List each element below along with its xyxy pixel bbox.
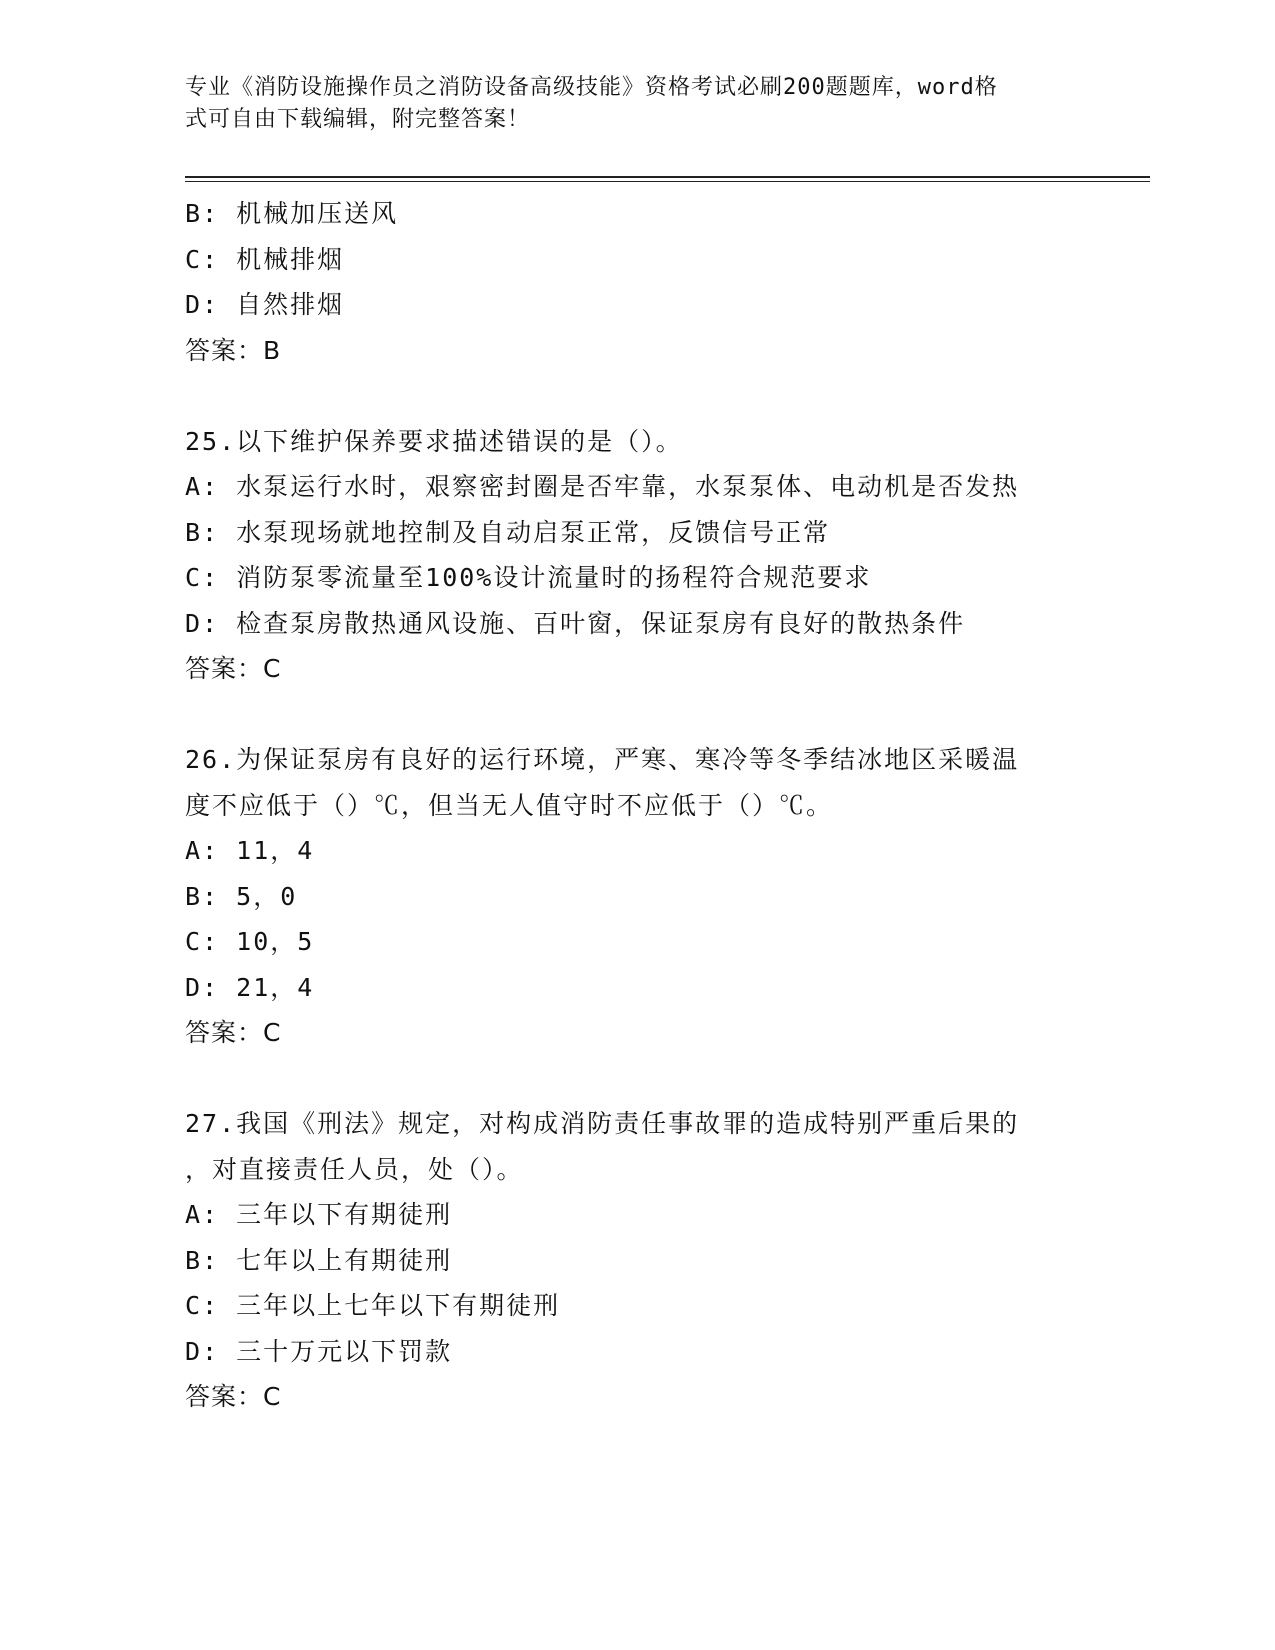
question-list	[185, 191, 1085, 1420]
question-27	[185, 1101, 1085, 1420]
option-b: B: 水泵现场就地控制及自动启泵正常，反馈信号正常	[185, 517, 831, 547]
option-c: C: 消防泵零流量至100%设计流量时的扬程符合规范要求	[185, 563, 872, 592]
option-c: C: 三年以上七年以下有期徒刑	[185, 1291, 561, 1320]
spacer	[185, 692, 1085, 738]
header-divider	[185, 176, 1150, 178]
question-24-continued	[185, 191, 1085, 373]
answer: 答案：B	[185, 335, 282, 365]
option-d: D: 自然排烟	[185, 290, 345, 319]
option-d: D: 三十万元以下罚款	[185, 1336, 453, 1366]
answer: 答案：C	[185, 1018, 282, 1047]
option-b: B: 机械加压送风	[185, 199, 399, 228]
option-b: B: 5，0	[185, 881, 298, 911]
header-divider-thin	[185, 181, 1150, 182]
question-stem: 度不应低于（）℃，但当无人值守时不应低于（）℃。	[185, 790, 834, 820]
page-header	[185, 72, 1065, 136]
question-26	[185, 737, 1085, 1056]
spacer	[185, 1056, 1085, 1102]
option-a: A: 三年以下有期徒刑	[185, 1200, 453, 1229]
question-25	[185, 419, 1085, 692]
option-b: B: 七年以上有期徒刑	[185, 1245, 453, 1275]
option-d: D: 21，4	[185, 972, 315, 1002]
spacer	[185, 373, 1085, 419]
header-line: 专业《消防设施操作员之消防设备高级技能》资格考试必刷200题题库，word格	[185, 75, 998, 100]
question-stem: ，对直接责任人员，处（）。	[185, 1154, 524, 1184]
answer: 答案：C	[185, 1382, 282, 1411]
answer: 答案：C	[185, 654, 282, 683]
question-stem: 26.为保证泵房有良好的运行环境，严寒、寒冷等冬季结冰地区采暖温	[185, 745, 1020, 774]
option-c: C: 机械排烟	[185, 244, 345, 274]
question-stem: 27.我国《刑法》规定，对构成消防责任事故罪的造成特别严重后果的	[185, 1109, 1020, 1138]
option-c: C: 10，5	[185, 927, 315, 956]
header-line: 式可自由下载编辑，附完整答案！	[185, 107, 531, 132]
option-a: A: 水泵运行水时，艰察密封圈是否牢靠，水泵泵体、电动机是否发热	[185, 472, 1020, 501]
question-stem: 25.以下维护保养要求描述错误的是（）。	[185, 426, 683, 456]
option-d: D: 检查泵房散热通风设施、百叶窗，保证泵房有良好的散热条件	[185, 608, 966, 638]
option-a: A: 11，4	[185, 836, 315, 865]
